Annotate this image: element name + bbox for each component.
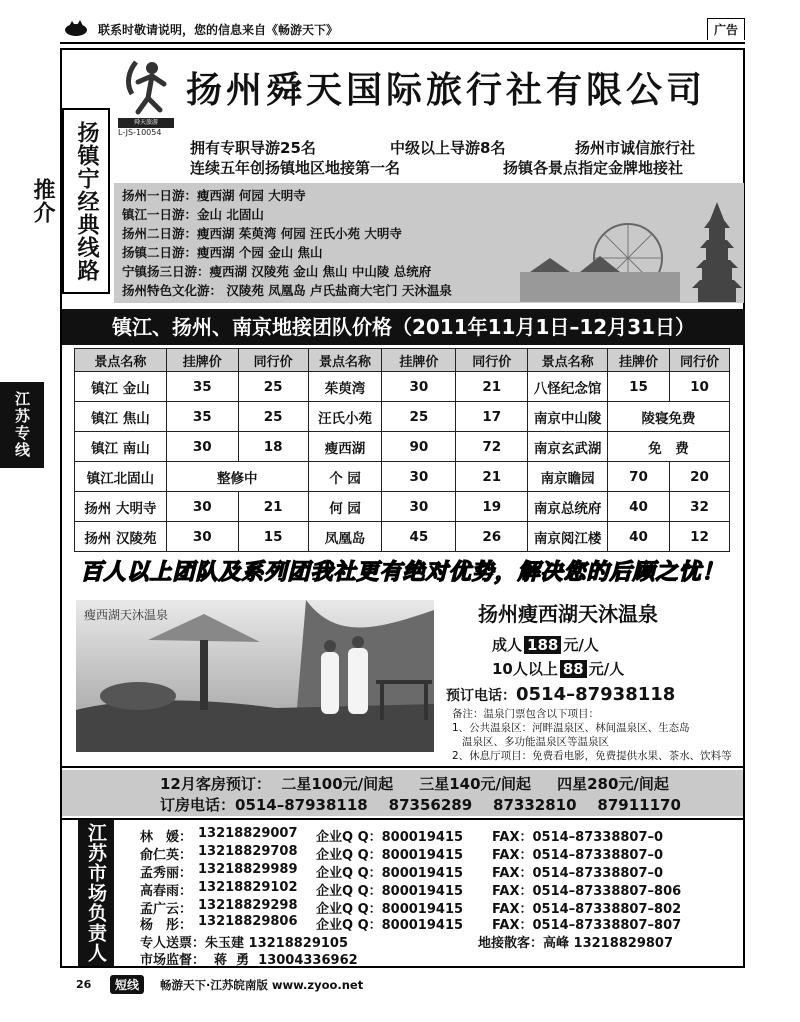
license-number: L-JS-10054 [118,128,162,137]
table-row [75,402,730,432]
page-number: 26 [76,978,92,991]
table-cell: 30 [166,522,238,552]
note-line: 1、公共温泉区：河畔温泉区、林间温泉区、生态岛 [452,722,690,734]
group-price-value: 88 [560,660,587,678]
table-cell: 免 费 [608,432,730,462]
col-header: 挂牌价 [608,349,670,372]
contact-fax: FAX：0514–87338807–802 [492,902,682,917]
price-table [74,348,730,552]
contact-tel: 13218829298 [198,898,298,913]
divider [60,766,745,768]
table-cell: 南京总统府 [528,492,608,522]
adult-price-value: 188 [524,636,561,654]
table-cell: 八怪纪念馆 [528,372,608,402]
table-cell: 凤凰岛 [308,522,382,552]
table-cell: 25 [238,372,308,402]
contact-qq: 企业Q Q：800019415 [316,866,464,881]
feature-ranking: 连续五年创扬镇地区地接第一名 [190,159,401,177]
table-cell: 19 [456,492,528,522]
booking-phone-number: 0514–87938118 [516,684,676,705]
table-cell: 瘦西湖 [308,432,382,462]
contact-tab: 江苏市场负责人 [78,820,114,966]
booking-phone [446,684,675,705]
company-badge: 舜天旅游 [118,118,174,128]
table-cell: 25 [382,402,456,432]
table-cell: 10 [670,372,730,402]
adult-label: 成人 [492,636,523,654]
contact-fax: FAX：0514–87338807–806 [492,884,682,899]
feature-senior-guides: 中级以上导游8名 [390,139,506,157]
table-cell: 南京阅江楼 [528,522,608,552]
table-cell: 镇江 金山 [75,372,167,402]
table-cell: 30 [166,492,238,522]
col-header: 景点名称 [528,349,608,372]
feature-honest-agency: 扬州市诚信旅行社 [575,139,696,157]
table-row [75,462,730,492]
route-item: 镇江一日游：金山 北固山 [122,207,264,222]
table-cell: 21 [456,462,528,492]
magazine-logo-icon [64,18,88,38]
table-cell: 陵寝免费 [608,402,730,432]
contact-fax: FAX：0514–87338807–0 [492,848,664,863]
group-label: 10人以上 [492,660,558,678]
contact-name: 孟广云： [140,902,193,917]
table-cell: 12 [670,522,730,552]
contact-name: 高春雨： [140,884,193,899]
col-header: 景点名称 [308,349,382,372]
route-item: 扬州二日游：瘦西湖 茱萸湾 何园 汪氏小苑 大明寺 [122,226,402,241]
col-header: 景点名称 [75,349,167,372]
note-line: 温泉区、多功能温泉区等温泉区 [452,736,610,748]
table-cell: 扬州 汉陵苑 [75,522,167,552]
divider [60,818,745,820]
table-cell: 35 [166,402,238,432]
ad-tag: 广告 [707,18,745,40]
table-cell: 35 [166,372,238,402]
table-cell: 72 [456,432,528,462]
feature-guides: 拥有专职导游25名 [190,139,316,157]
contact-qq: 企业Q Q：800019415 [316,848,464,863]
contact-fax: FAX：0514–87338807–0 [492,830,664,845]
table-cell: 25 [238,402,308,432]
note-line: 2、休息厅项目：免费看电影，免费提供水果、茶水、饮料等 [452,750,732,762]
contact-qq: 企业Q Q：800019415 [316,918,464,933]
contact-tel: 13218829007 [198,826,298,841]
table-cell: 32 [670,492,730,522]
table-cell: 茱萸湾 [308,372,382,402]
table-cell: 21 [456,372,528,402]
contact-name: 林 媛： [140,830,193,845]
table-cell: 45 [382,522,456,552]
price-banner: 镇江、扬州、南京地接团队价格（2011年11月1日–12月31日） [62,309,745,345]
side-tab-jiangsu: 江苏专线 [0,382,44,468]
table-cell: 个 园 [308,462,382,492]
route-banner: 扬镇宁经典线路推介 [62,108,110,294]
table-row [75,372,730,402]
table-cell: 南京中山陵 [528,402,608,432]
table-header-row [75,349,730,372]
table-cell: 90 [382,432,456,462]
note-line: 备注：温泉门票包含以下项目： [452,708,599,720]
photo-caption: 瘦西湖天沐温泉 [84,608,169,622]
table-cell: 26 [456,522,528,552]
company-name: 扬州舜天国际旅行社有限公司 [186,70,707,111]
table-cell: 40 [608,492,670,522]
section-brand: 短线 [110,975,144,994]
contact-qq: 企业Q Q：800019415 [316,884,464,899]
route-item: 扬州一日游：瘦西湖 何园 大明寺 [122,188,306,203]
table-cell: 南京玄武湖 [528,432,608,462]
table-cell: 镇江 焦山 [75,402,167,432]
adult-price [492,634,599,655]
table-cell: 20 [670,462,730,492]
table-row [75,432,730,462]
feature-gold-partner: 扬镇各景点指定金牌地接社 [503,159,684,177]
booking-phone-label: 预订电话： [446,688,516,704]
contact-fax: FAX：0514–87338807–0 [492,866,664,881]
adult-unit: 元/人 [563,636,599,654]
contact-tel: 13218829102 [198,880,298,895]
col-header: 挂牌价 [166,349,238,372]
pagoda-illustration [520,200,742,302]
contact-name: 孟秀丽： [140,866,193,881]
contact-tel: 13218829989 [198,862,298,877]
table-cell: 21 [238,492,308,522]
group-unit: 元/人 [588,660,625,678]
table-cell: 30 [166,432,238,462]
ticket-delivery: 专人送票：朱玉建 13218829105 [140,936,349,951]
table-cell: 18 [238,432,308,462]
route-item: 扬州特色文化游： 汉陵苑 凤凰岛 卢氏盐商大宅门 天沐温泉 [122,283,452,298]
table-cell: 整修中 [166,462,308,492]
table-cell: 40 [608,522,670,552]
table-cell: 70 [608,462,670,492]
group-price [492,658,624,679]
local-tour-contact: 地接散客：高峰 13218829807 [478,936,674,951]
room-booking [62,770,743,816]
company-logo-icon [118,54,174,124]
contact-qq: 企业Q Q：800019415 [316,830,464,845]
page-footer [60,972,745,998]
col-header: 同行价 [670,349,730,372]
col-header: 挂牌价 [382,349,456,372]
table-cell: 何 园 [308,492,382,522]
table-cell: 30 [382,372,456,402]
table-cell: 扬州 大明寺 [75,492,167,522]
col-header: 同行价 [238,349,308,372]
page-header [60,18,745,44]
table-cell: 15 [608,372,670,402]
contact-tel: 13218829708 [198,844,298,859]
room-rates: 12月客房预订： 二星100元/间起 三星140元/间起 四星280元/间起 [160,775,669,793]
contact-name: 杨 彤： [140,918,193,933]
route-item: 扬镇二日游：瘦西湖 个园 金山 焦山 [122,245,323,260]
route-item: 宁镇扬三日游：瘦西湖 汉陵苑 金山 焦山 中山陵 总统府 [122,264,432,279]
site-info: 畅游天下·江苏皖南版 www.zyoo.net [160,978,364,992]
table-cell: 汪氏小苑 [308,402,382,432]
contact-name: 俞仁英： [140,848,193,863]
col-header: 同行价 [456,349,528,372]
table-cell: 15 [238,522,308,552]
table-cell: 镇江 南山 [75,432,167,462]
contact-qq: 企业Q Q：800019415 [316,902,464,917]
room-phones: 订房电话：0514–87938118 87356289 87332810 87911170 [160,796,681,814]
table-row [75,522,730,552]
table-row [75,492,730,522]
table-cell: 30 [382,462,456,492]
table-cell: 30 [382,492,456,522]
contact-tel: 13218829806 [198,914,298,929]
table-cell: 镇江北固山 [75,462,167,492]
table-cell: 17 [456,402,528,432]
source-notice: 联系时敬请说明，您的信息来自《畅游天下》 [98,23,339,37]
market-supervisor: 市场监督： 蒋 勇 13004336962 [140,953,358,968]
table-cell: 南京瞻园 [528,462,608,492]
slogan: 百人以上团队及系列团我社更有绝对优势，解决您的后顾之忧！ [80,560,725,585]
contact-fax: FAX：0514–87338807–807 [492,918,682,933]
hot-spring-title: 扬州瘦西湖天沐温泉 [478,602,658,626]
